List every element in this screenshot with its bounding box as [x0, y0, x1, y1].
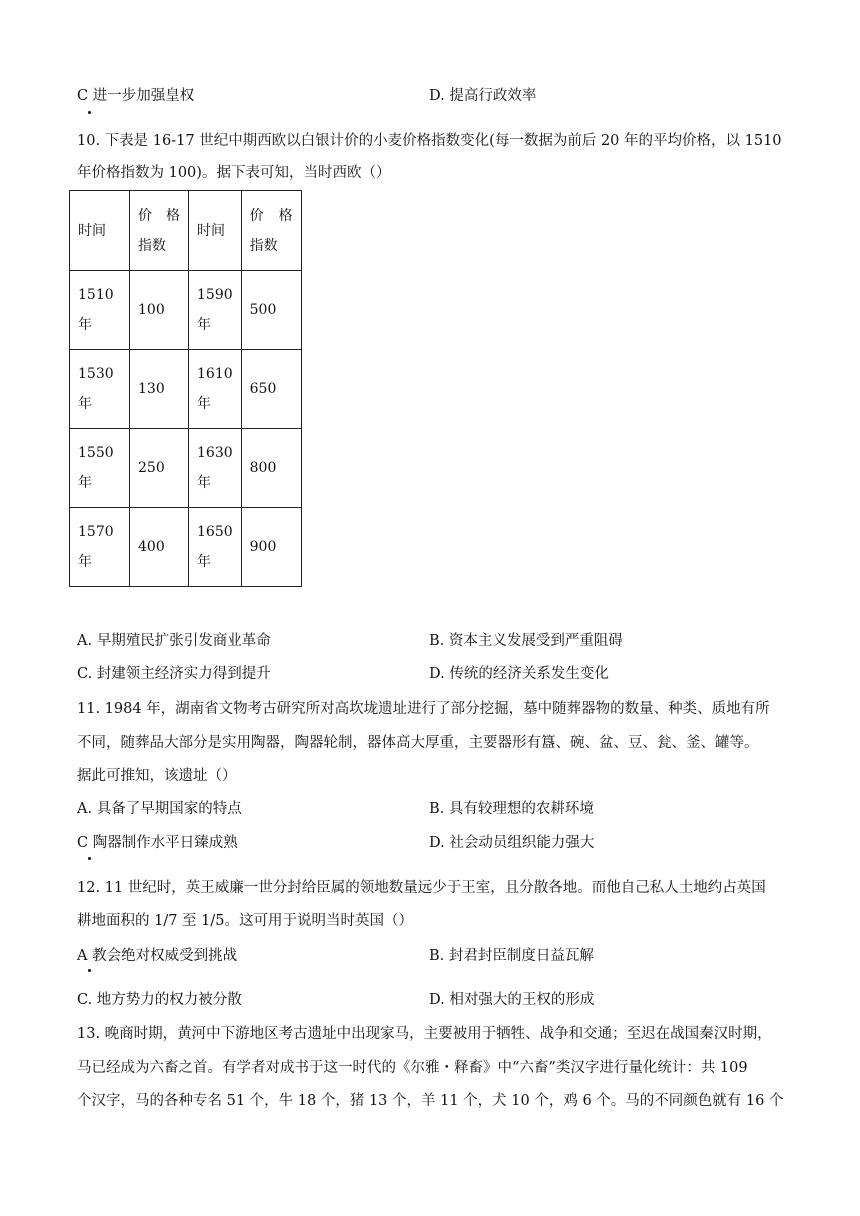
q9-option-d: D. 提高行政效率: [429, 88, 537, 104]
year-cell: 1590 年: [189, 271, 242, 350]
q12-option-b: B. 封君封臣制度日益瓦解: [429, 948, 594, 964]
header-price-index-1: 价 格 指数: [130, 191, 189, 271]
q11-stem-line-2: 不同，随葬品大部分是实用陶器，陶器轮制，器体高大厚重，主要器形有簋、碗、盆、豆、瓮、釜、罐等。: [77, 735, 759, 751]
q9-option-c: C 进一步加强皇权: [77, 88, 195, 104]
index-cell: 250: [130, 429, 189, 508]
q10-option-b: B. 资本主义发展受到严重阻碍: [429, 633, 623, 649]
table-row: [70, 350, 302, 429]
year-cell: 1610 年: [189, 350, 242, 429]
q11-option-d: D. 社会动员组织能力强大: [429, 835, 595, 851]
q13-stem-line-2: 马已经成为六畜之首。有学者对成书于这一时代的《尔雅・释畜》中“六畜”类汉字进行量化统计：共 109: [77, 1060, 748, 1076]
q12-option-d: D. 相对强大的王权的形成: [429, 992, 595, 1008]
option-marker-dot: [88, 857, 91, 860]
table-row: [70, 429, 302, 508]
table-row: [70, 271, 302, 350]
year-cell: 1510 年: [70, 271, 130, 350]
q11-option-b: B. 具有较理想的农耕环境: [429, 801, 594, 817]
year-cell: 1630 年: [189, 429, 242, 508]
index-cell: 100: [130, 271, 189, 350]
header-price-index-2: 价 格 指数: [241, 191, 301, 271]
q12-stem-line-2: 耕地面积的 1/7 至 1/5。这可用于说明当时英国（）: [77, 913, 413, 929]
index-cell: 800: [241, 429, 301, 508]
index-cell: 130: [130, 350, 189, 429]
header-time-1: 时间: [70, 191, 130, 271]
table-row: [70, 508, 302, 587]
q13-stem-line-1: 13. 晚商时期，黄河中下游地区考古遗址中出现家马，主要被用于牺牲、战争和交通；至迟在战国秦汉时期，: [77, 1026, 772, 1042]
q10-stem-line-2: 年价格指数为 100)。据下表可知，当时西欧（）: [77, 165, 391, 181]
index-cell: 500: [241, 271, 301, 350]
q12-option-c: C. 地方势力的权力被分散: [77, 992, 242, 1008]
option-marker-dot: [88, 111, 91, 114]
year-cell: 1650 年: [189, 508, 242, 587]
index-cell: 650: [241, 350, 301, 429]
q11-option-c: C 陶器制作水平日臻成熟: [77, 835, 238, 851]
year-cell: 1550 年: [70, 429, 130, 508]
q11-stem-line-3: 据此可推知，该遗址（）: [77, 768, 237, 784]
q11-stem-line-1: 11. 1984 年，湖南省文物考古研究所对高坎垅遗址进行了部分挖掘，墓中随葬器物的数量、种类、质地有所: [77, 701, 770, 717]
q10-stem-line-1: 10. 下表是 16-17 世纪中期西欧以白银计价的小麦价格指数变化(每一数据为前后 20 年的平均价格，以 1510: [77, 133, 782, 149]
q13-stem-line-3: 个汉字，马的各种专名 51 个，牛 18 个，猪 13 个，羊 11 个，犬 10 个，鸡 6 个。马的不同颜色就有 16 个: [77, 1093, 784, 1109]
year-cell: 1530 年: [70, 350, 130, 429]
q11-option-a: A. 具备了早期国家的特点: [77, 801, 242, 817]
option-marker-dot: [88, 969, 91, 972]
year-cell: 1570 年: [70, 508, 130, 587]
q10-option-d: D. 传统的经济关系发生变化: [429, 666, 609, 682]
q12-option-a: A 教会绝对权威受到挑战: [77, 948, 238, 964]
index-cell: 900: [241, 508, 301, 587]
q10-option-a: A. 早期殖民扩张引发商业革命: [77, 633, 271, 649]
table-header-row: [70, 191, 302, 271]
q12-stem-line-1: 12. 11 世纪时，英王威廉一世分封给臣属的领地数量远少于王室，且分散各地。而他自己私人土地约占英国: [77, 880, 766, 896]
header-time-2: 时间: [189, 191, 242, 271]
index-cell: 400: [130, 508, 189, 587]
wheat-price-index-table: [69, 190, 302, 587]
q10-option-c: C. 封建领主经济实力得到提升: [77, 666, 271, 682]
